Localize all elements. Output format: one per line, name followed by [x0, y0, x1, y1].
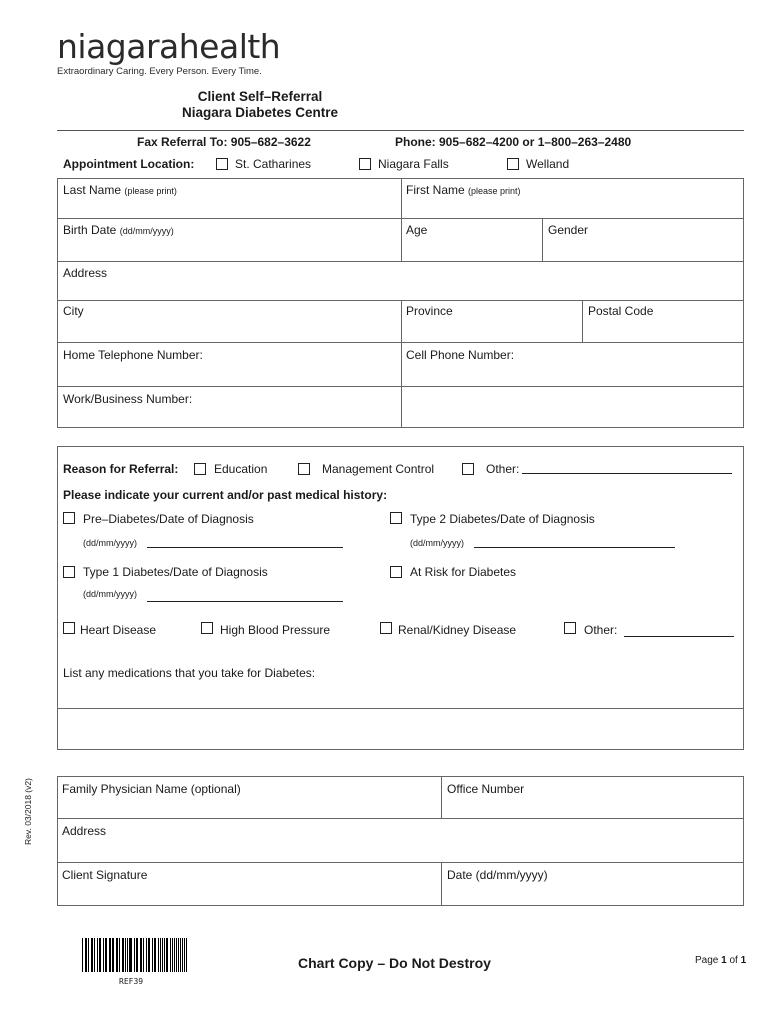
- age-field[interactable]: Age: [406, 223, 428, 237]
- col-divider: [542, 218, 543, 261]
- gender-field[interactable]: Gender: [548, 223, 589, 237]
- page-number: Page 1 of 1: [695, 955, 747, 966]
- col-divider: [582, 300, 583, 342]
- niagara-health-logo: niagarahealth: [57, 27, 281, 66]
- signature-date-field[interactable]: Date (dd/mm/yyyy): [447, 868, 548, 882]
- physician-name-field[interactable]: Family Physician Name (optional): [62, 782, 241, 796]
- history-other-line[interactable]: [624, 636, 734, 637]
- office-number-field[interactable]: Office Number: [447, 782, 525, 796]
- revision-label: Rev. 03/2018 (v2): [23, 778, 33, 845]
- phone-number: Phone: 905–682–4200 or 1–800–263–2480: [395, 135, 632, 149]
- checkbox-history-other[interactable]: [564, 622, 576, 634]
- medications-input-area[interactable]: [58, 709, 743, 749]
- appointment-location-label: Appointment Location:: [63, 157, 195, 171]
- barcode-bar: [88, 938, 89, 972]
- address-field[interactable]: Address: [63, 266, 108, 280]
- label-welland: Welland: [526, 157, 570, 171]
- label-niagara-falls: Niagara Falls: [378, 157, 449, 171]
- form-subtitle: Niagara Diabetes Centre: [181, 105, 339, 120]
- label-history-other: Other:: [584, 623, 618, 637]
- checkbox-high-blood-pressure[interactable]: [201, 622, 213, 634]
- chart-copy-notice: Chart Copy – Do Not Destroy: [298, 955, 491, 971]
- label-reason-other: Other:: [486, 462, 520, 476]
- label-management-control: Management Control: [322, 462, 435, 476]
- checkbox-heart-disease[interactable]: [63, 622, 75, 634]
- barcode-bar: [172, 938, 173, 972]
- barcode-bar: [143, 938, 144, 972]
- label-type1: Type 1 Diabetes/Date of Diagnosis: [83, 565, 268, 579]
- checkbox-niagara-falls[interactable]: [359, 158, 371, 170]
- barcode-bar: [130, 938, 131, 972]
- barcode-bar: [112, 938, 113, 972]
- barcode-bar: [184, 938, 185, 972]
- label-prediabetes: Pre–Diabetes/Date of Diagnosis: [83, 512, 254, 526]
- col-divider: [401, 300, 402, 428]
- type1-date-line[interactable]: [147, 601, 343, 602]
- barcode-bar: [125, 938, 126, 972]
- checkbox-at-risk[interactable]: [390, 566, 402, 578]
- barcode-bar: [167, 938, 168, 972]
- checkbox-type1[interactable]: [63, 566, 75, 578]
- reason-label: Reason for Referral:: [63, 462, 179, 476]
- checkbox-type2[interactable]: [390, 512, 402, 524]
- barcode-bar: [103, 938, 104, 972]
- work-phone-field[interactable]: Work/Business Number:: [63, 392, 193, 406]
- last-name-field[interactable]: Last Name (please print): [63, 183, 177, 197]
- reason-other-line[interactable]: [522, 473, 732, 474]
- postal-code-field[interactable]: Postal Code: [588, 304, 654, 318]
- checkbox-renal-kidney[interactable]: [380, 622, 392, 634]
- barcode-bar: [155, 938, 156, 972]
- label-education: Education: [214, 462, 268, 476]
- label-type2: Type 2 Diabetes/Date of Diagnosis: [410, 512, 595, 526]
- checkbox-st-catharines[interactable]: [216, 158, 228, 170]
- type1-date-format: (dd/mm/yyyy): [83, 589, 137, 599]
- city-field[interactable]: City: [63, 304, 84, 318]
- logo-tagline: Extraordinary Caring. Every Person. Every Time.: [57, 66, 262, 77]
- medications-label: List any medications that you take for Diabetes:: [63, 666, 316, 680]
- birth-date-field[interactable]: Birth Date (dd/mm/yyyy): [63, 223, 174, 237]
- label-st-catharines: St. Catharines: [235, 157, 312, 171]
- col-divider: [441, 776, 442, 818]
- col-divider: [441, 862, 442, 906]
- col-divider: [401, 178, 402, 261]
- barcode-bar: [94, 938, 95, 972]
- type2-date-line[interactable]: [474, 547, 675, 548]
- type2-date-format: (dd/mm/yyyy): [410, 538, 464, 548]
- label-renal-kidney: Renal/Kidney Disease: [398, 623, 517, 637]
- barcode-bar: [82, 938, 83, 972]
- checkbox-prediabetes[interactable]: [63, 512, 75, 524]
- checkbox-management-control[interactable]: [298, 463, 310, 475]
- fax-number: Fax Referral To: 905–682–3622: [137, 135, 311, 149]
- form-title: Client Self–Referral: [197, 89, 323, 104]
- checkbox-education[interactable]: [194, 463, 206, 475]
- label-heart-disease: Heart Disease: [80, 623, 157, 637]
- cell-phone-field[interactable]: Cell Phone Number:: [406, 348, 515, 362]
- ref-code: REF39: [119, 977, 144, 986]
- label-at-risk: At Risk for Diabetes: [410, 565, 517, 579]
- barcode-bar: [160, 938, 161, 972]
- row-divider: [57, 261, 744, 262]
- first-name-field[interactable]: First Name (please print): [406, 183, 521, 197]
- history-label: Please indicate your current and/or past medical history:: [63, 488, 388, 502]
- label-high-blood-pressure: High Blood Pressure: [220, 623, 331, 637]
- row-divider: [57, 818, 744, 819]
- row-divider: [57, 862, 744, 863]
- checkbox-reason-other[interactable]: [462, 463, 474, 475]
- client-signature-field[interactable]: Client Signature: [62, 868, 148, 882]
- header-divider: [57, 130, 744, 131]
- barcode-bar: [141, 938, 142, 972]
- barcode-bar: [134, 938, 135, 972]
- barcode-bar: [149, 938, 150, 972]
- barcode-bar: [119, 938, 120, 972]
- home-phone-field[interactable]: Home Telephone Number:: [63, 348, 203, 362]
- barcode: [82, 938, 188, 972]
- prediabetes-date-format: (dd/mm/yyyy): [83, 538, 137, 548]
- checkbox-welland[interactable]: [507, 158, 519, 170]
- province-field[interactable]: Province: [406, 304, 453, 318]
- barcode-bar: [110, 938, 111, 972]
- prediabetes-date-line[interactable]: [147, 547, 343, 548]
- physician-address-field[interactable]: Address: [62, 824, 107, 838]
- barcode-bar: [100, 938, 101, 972]
- barcode-bar: [178, 938, 179, 972]
